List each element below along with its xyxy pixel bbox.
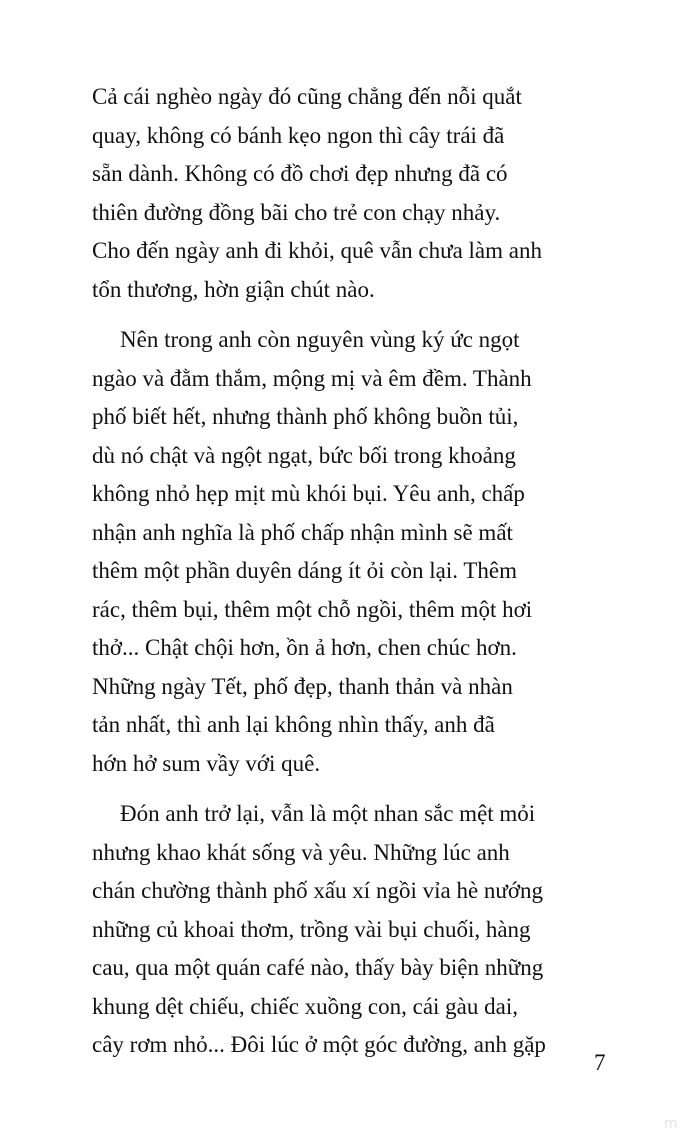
text-line: dù nó chật và ngột ngạt, bức bối trong khoảng <box>92 442 516 468</box>
text-line: Đón anh trở lại, vẫn là một nhan sắc mệt mỏi <box>120 801 536 826</box>
text-line: tổn thương, hờn giận chút nào. <box>92 276 375 302</box>
text-line: không nhỏ hẹp mịt mù khói bụi. Yêu anh, chấp <box>92 481 525 506</box>
text-line: nhận anh nghĩa là phố chấp nhận mình sẽ mất <box>92 519 513 545</box>
text-line: thiên đường đồng bãi cho trẻ con chạy nhảy. <box>92 199 501 225</box>
text-line: thở... Chật chội hơn, ồn ả hơn, chen chúc hơn. <box>92 635 517 660</box>
text-line: Cả cái nghèo ngày đó cũng chẳng đến nỗi quắt <box>92 84 522 109</box>
text-line: tản nhất, thì anh lại không nhìn thấy, anh đã <box>92 712 495 737</box>
paragraph-1 <box>92 78 612 309</box>
text-line: thêm một phần duyên dáng ít ỏi còn lại. Thêm <box>92 558 517 583</box>
text-line: Cho đến ngày anh đi khỏi, quê vẫn chưa làm anh <box>92 238 542 263</box>
text-line: ngào và đằm thắm, mộng mị và êm đềm. Thành <box>92 365 532 391</box>
text-line: phố biết hết, nhưng thành phố không buồn tủi, <box>92 404 519 429</box>
body-text <box>92 78 612 1077</box>
text-line: chán chường thành phố xấu xí ngồi vỉa hè nướng <box>92 878 544 903</box>
text-line: Nên trong anh còn nguyên vùng ký ức ngọt <box>120 327 520 352</box>
text-line: nhưng khao khát sống và yêu. Những lúc anh <box>92 839 510 865</box>
page-number: 7 <box>594 1050 606 1075</box>
text-line: cau, qua một quán café nào, thấy bày biện những <box>92 955 544 980</box>
watermark-logo: m <box>664 1116 678 1132</box>
paragraph-2 <box>92 321 612 783</box>
paragraph-3 <box>92 795 612 1065</box>
text-line: Những ngày Tết, phố đẹp, thanh thản và nhàn <box>92 673 513 699</box>
text-line: rác, thêm bụi, thêm một chỗ ngồi, thêm một hơi <box>92 596 533 622</box>
text-line: hớn hở sum vầy với quê. <box>92 750 321 776</box>
text-line: khung dệt chiếu, chiếc xuồng con, cái gàu dai, <box>92 993 518 1019</box>
text-line: quay, không có bánh kẹo ngon thì cây trái đã <box>92 122 505 148</box>
text-line: những củ khoai thơm, trồng vài bụi chuối, hàng <box>92 916 531 942</box>
text-line: sẵn dành. Không có đồ chơi đẹp nhưng đã có <box>92 161 508 186</box>
text-line: cây rơm nhỏ... Đôi lúc ở một góc đường, anh gặp <box>92 1032 546 1057</box>
